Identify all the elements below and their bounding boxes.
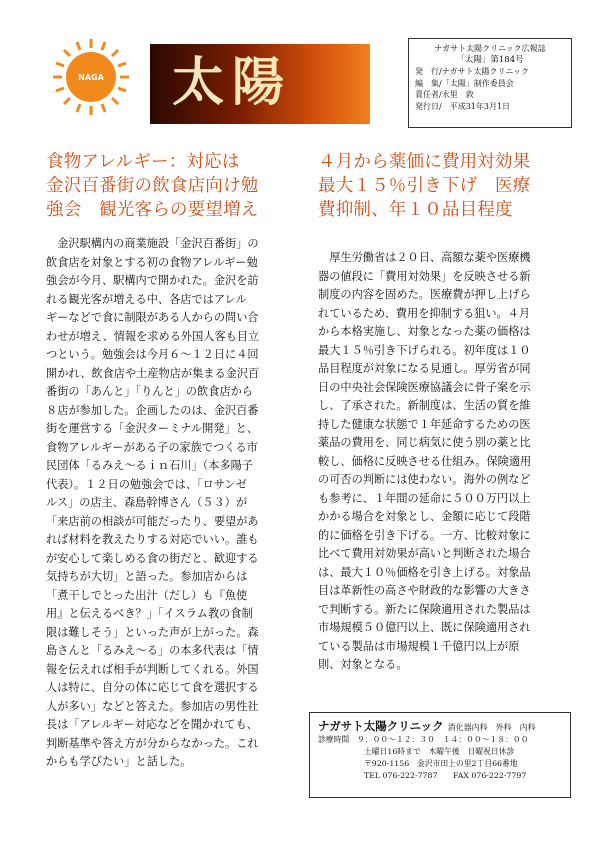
body-line: から本格実施し、対象となった薬の価格は	[318, 325, 531, 338]
article-body	[318, 249, 570, 675]
body-line: で判断する。新たに保険適用された製品は	[318, 602, 531, 616]
body-line: 厚生労働省は２０日、高額な薬や医療機	[318, 251, 531, 264]
body-line: 強会が今月、駅構内で開かれた。金沢を訪	[46, 274, 259, 287]
body-line: 番街の「あんと」「りんと」の飲食店から	[46, 385, 253, 398]
body-line: 制度の内容を固めた。医療費が押し上げら	[318, 288, 531, 301]
body-line: が安心して楽しめる食の街だと、歓迎する	[46, 551, 259, 565]
body-line: れば材料を教えたりする対応でいい。誰も	[46, 533, 259, 546]
body-line: 用』と伝えるべき？」「イスラム教の食制	[46, 607, 253, 620]
headline-line: 費抑制、年１０品目程度	[318, 200, 513, 220]
body-line: れているため、費用を抑制する狙い。４月	[318, 306, 531, 320]
headline-line: ４月から薬価に費用対効果	[318, 152, 531, 172]
body-line: 比べて費用対効果が高いと判断された場合	[318, 547, 531, 560]
body-line: 持した健康な状態で１年延命するための医	[318, 417, 531, 431]
headline-line: 金沢百番街の飲食店向け勉	[46, 176, 259, 196]
clinic-hours: 診療時間 ９：００～１２：３０ １４：００～１８：００	[318, 735, 529, 744]
body-line: 目は革新性の高さや財政的な影響の大きさ	[318, 584, 531, 597]
body-line: 長は「アレルギー対応などを聞かれても、	[46, 718, 258, 731]
body-line: 較し、価格に反映させる仕組み。保険適用	[318, 454, 532, 468]
body-line: 民団体「るみえ～るｉｎ石川」（本多陽子	[46, 459, 253, 472]
clinic-name: ナガサト太陽クリニック	[318, 719, 444, 733]
body-line: 則、対象となる。	[318, 658, 408, 671]
clinic-info-box	[309, 712, 571, 798]
article-body	[46, 235, 294, 772]
responsible-person: 責任者/永里 敦	[415, 90, 474, 99]
clinic-address: 〒920-1156 金沢市田上の里2丁目66番地	[364, 759, 518, 768]
body-line: ギーなどで食に制限がある人からの問い合	[46, 311, 259, 324]
issue-date: 発行日/ 平成31年3月1日	[415, 101, 511, 111]
body-line: からも学びたい」と話した。	[46, 755, 192, 768]
body-line: 代表）。１２日の勉強会では、「ロサンゼ	[46, 477, 247, 491]
body-line: し、了承された。新制度は、生活の質を維	[318, 399, 531, 412]
body-line: ルス」の店主、森島幹博さん（５３）が	[46, 496, 248, 509]
body-line: 金沢駅構内の商業施設「金沢百番街」の	[46, 237, 259, 250]
body-line: 品目程度が対象になる見通し。厚労省が同	[318, 362, 531, 375]
body-line: 日の中央社会保険医療協議会に骨子案を示	[318, 380, 531, 394]
publication-name: ナガサト太陽クリニック広報誌	[434, 44, 546, 53]
clinic-closed-note: 土曜日16時まで 木曜午後 日曜祝日休診	[364, 747, 515, 756]
issue-number: 「太陽」第184号	[456, 54, 524, 65]
body-line: 人は特に、自分の体に応じて食を選択する	[46, 681, 259, 694]
headline-line: 食物アレルギー：対応は	[46, 152, 240, 172]
body-line: 薬品の費用を、同じ病気に使う別の薬と比	[318, 436, 531, 449]
article-headline	[46, 150, 296, 222]
body-line: ている製品は市場規模１千億円以上が原	[318, 639, 520, 653]
title-banner	[150, 44, 370, 124]
body-line: 飲食店を対象とする初の食物アレルギー勉	[46, 255, 258, 269]
body-line: 島さんと「るみえ～る」の本多代表は「情	[46, 644, 259, 657]
headline-line: 最大１５％引き下げ 医療	[318, 176, 531, 196]
body-line: 報を伝えれば相手が判断してくれる。外国	[46, 662, 259, 676]
sun-logo	[52, 38, 130, 116]
publisher: 発 行/ナガサト太陽クリニック	[415, 67, 530, 76]
body-line: 街を運営する「金沢ターミナル開発」と、	[46, 422, 259, 435]
body-line: つという。勉強会は今月６～１２日に４回	[46, 348, 259, 361]
body-line: わせが増え、情報を求める外国人客も目立	[46, 329, 260, 343]
masthead-info-box	[408, 38, 572, 128]
body-line: 開かれ、飲食店や土産物店が集まる金沢百	[46, 366, 260, 380]
body-line: 器の値段に「費用対効果」を反映させる新	[318, 269, 531, 283]
body-line: れる観光客が増える中、各店ではアレル	[46, 292, 247, 306]
body-line: 最大１５％引き下げられる。初年度は１０	[318, 343, 531, 357]
newsletter-title: 太陽	[172, 52, 293, 113]
body-line: 的に価格を引き下げる。一方、比較対象に	[318, 528, 531, 542]
body-line: は、最大１０％価格を引き上げる。対象品	[318, 565, 531, 579]
clinic-departments: 消化器内科 外科 内科	[447, 723, 536, 732]
clinic-phone: TEL 076-222-7787 FAX 076-222-7797	[364, 771, 527, 780]
body-line: 人が多い」などと答えた。参加店の男性社	[46, 699, 259, 713]
article-headline	[318, 150, 568, 222]
body-line: 気持ちが大切」と語った。参加店からは	[46, 570, 248, 583]
body-line: も参考に、１年間の延命に５００万円以上	[318, 491, 531, 505]
body-line: 「来店前の相談が可能だったり、要望があ	[46, 514, 259, 528]
body-line: 「煮干しでとった出汁（だし）も『魚使	[46, 588, 248, 602]
logo-text: NAGA	[78, 73, 104, 82]
body-line: ８店が参加した。企画したのは、金沢百番	[46, 403, 259, 417]
body-line: 市場規模５０億円以上、既に保険適用され	[318, 621, 531, 634]
body-line: 限は難しそう」といった声が上がった。森	[46, 625, 259, 639]
body-line: かかる場合を対象とし、金額に応じて段階	[318, 510, 531, 523]
body-line: 食物アレルギーがある子の家族でつくる市	[46, 440, 258, 454]
headline-line: 強会 観光客らの要望増え	[46, 200, 259, 220]
editor: 編 集/「太陽」制作委員会	[415, 78, 514, 88]
body-line: 判断基準や答え方が分からなかった。これ	[46, 736, 259, 750]
body-line: の可否の判断には使わない。海外の例など	[318, 473, 531, 486]
